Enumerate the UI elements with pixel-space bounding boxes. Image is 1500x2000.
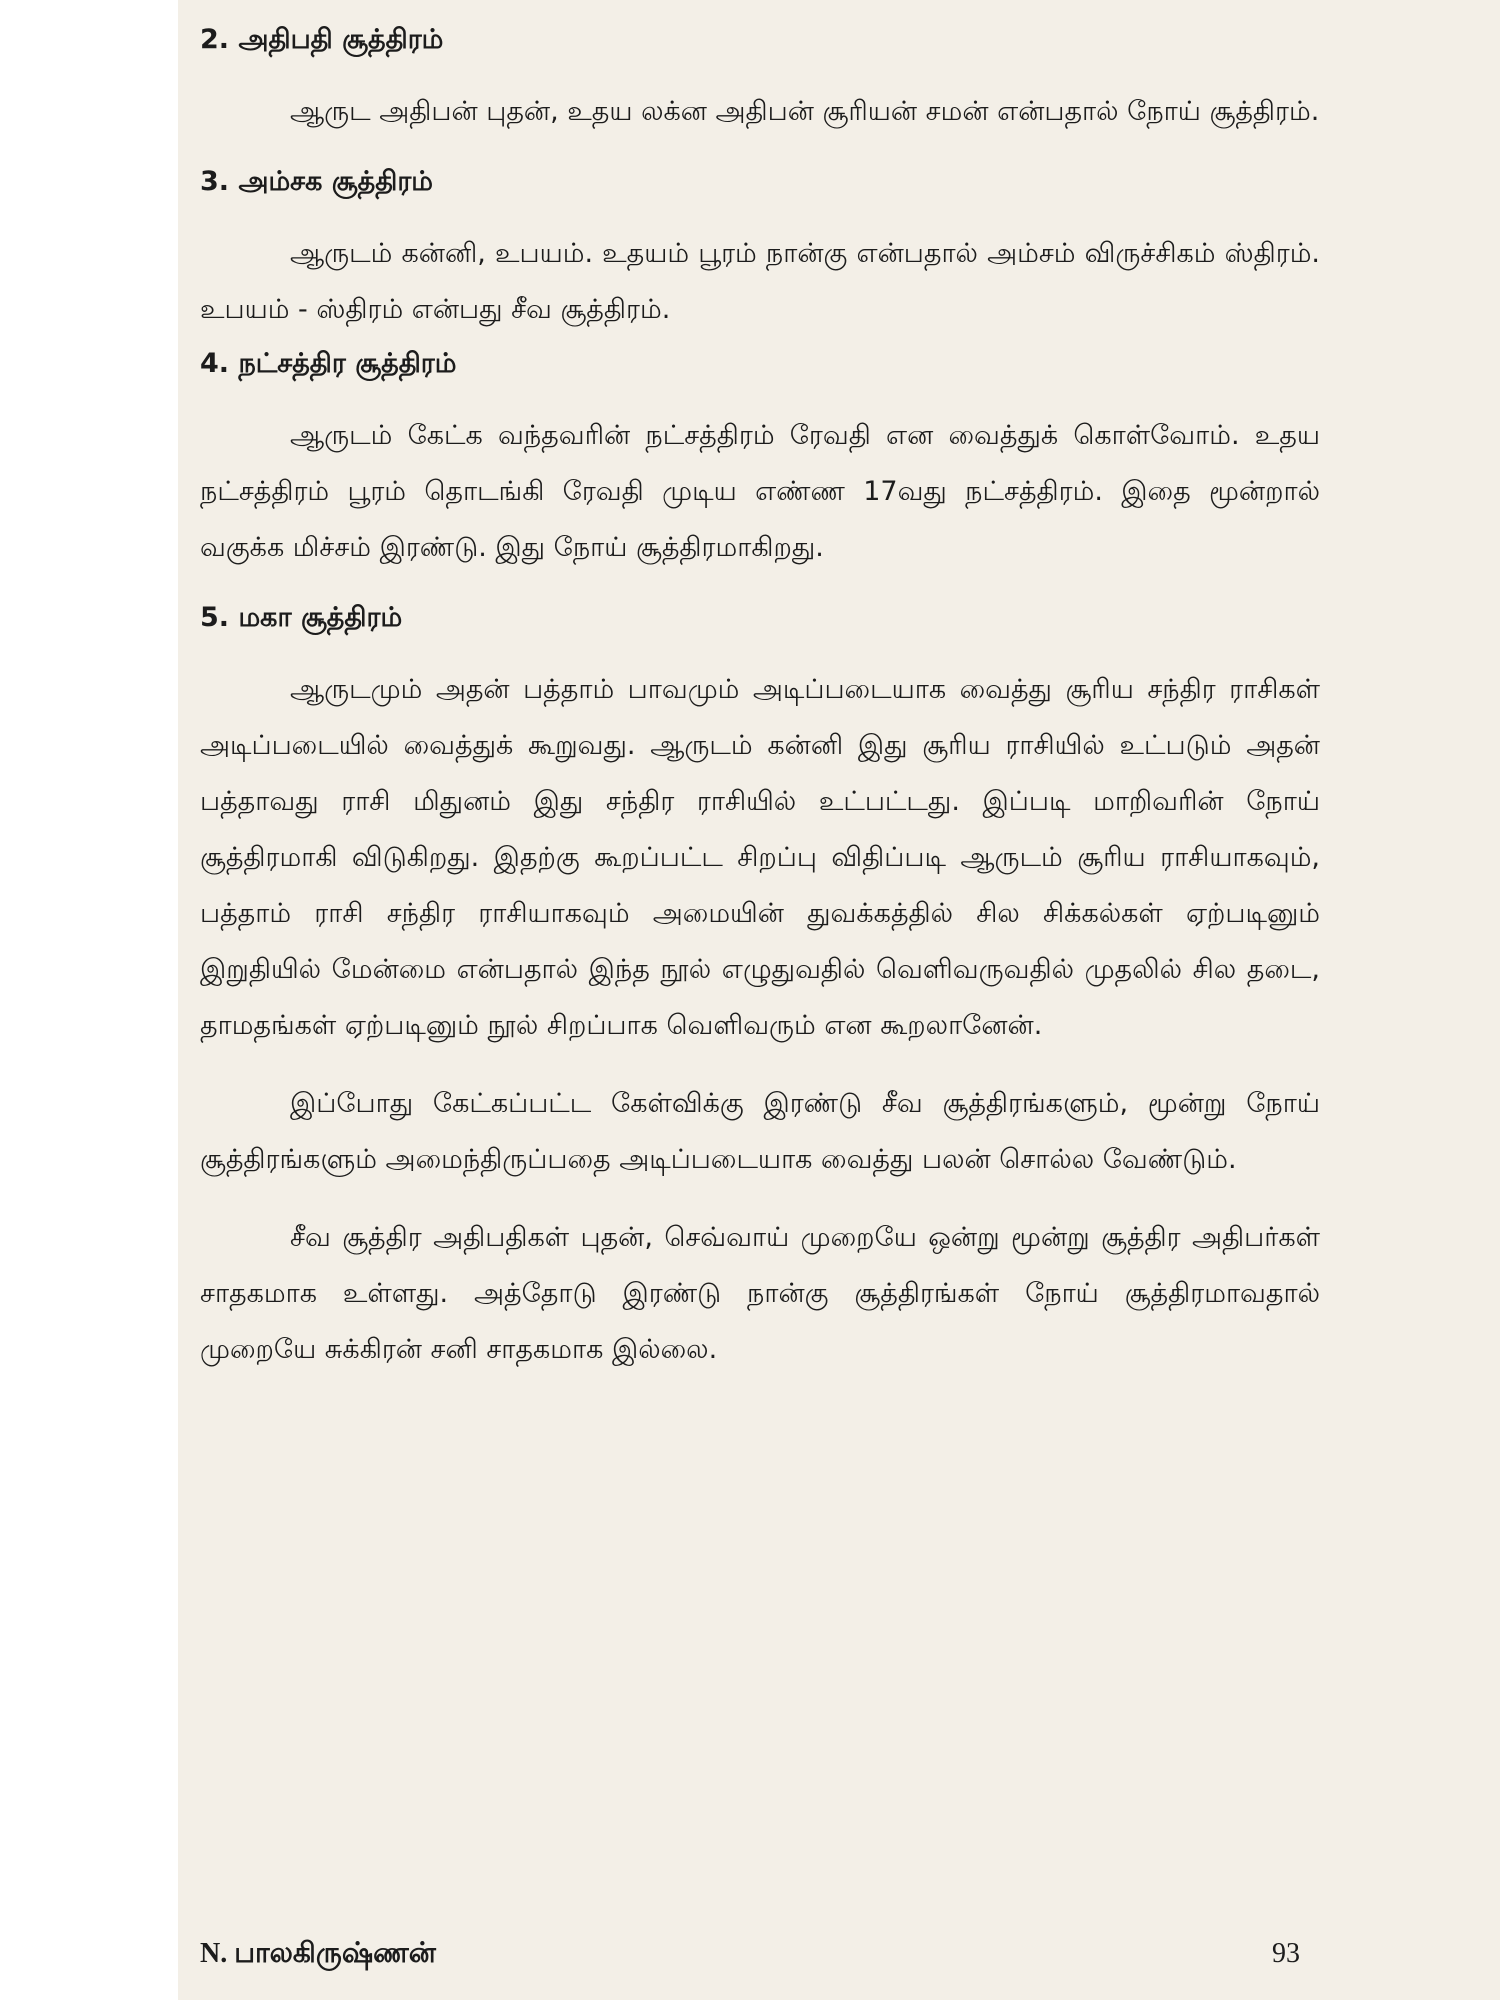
author-name: N. பாலகிருஷ்ணன் [200, 1938, 436, 1969]
paragraph: ஆருடம் கன்னி, உபயம். உதயம் பூரம் நான்கு என்பதால் அம்சம் விருச்சிகம் ஸ்திரம். உபயம் - ஸ்திரம் என்பது சீவ சூத்திரம். [200, 238, 1320, 325]
section-maha-suthiram [200, 598, 1320, 1378]
section-heading: 3. அம்சக சூத்திரம் [200, 166, 434, 197]
paragraph: இப்போது கேட்கப்பட்ட கேள்விக்கு இரண்டு சீவ சூத்திரங்களும், மூன்று நோய் சூத்திரங்களும் அமைந்திருப்பதை அடிப்படையாக வைத்து பலன் சொல்ல வேண்டும். [200, 1088, 1320, 1175]
paragraph: சீவ சூத்திர அதிபதிகள் புதன், செவ்வாய் முறையே ஒன்று மூன்று சூத்திர அதிபர்கள் சாதகமாக உள்ளது. அத்தோடு இரண்டு நான்கு சூத்திரங்கள் நோய் சூத்திரமாவதால் முறையே சுக்கிரன் சனி சாதகமாக இல்லை. [200, 1222, 1320, 1365]
paragraph: ஆருடமும் அதன் பத்தாம் பாவமும் அடிப்படையாக வைத்து சூரிய சந்திர ராசிகள் அடிப்படையில் வைத்துக் கூறுவது. ஆருடம் கன்னி இது சூரிய ராசியில் உட்படும் அதன் பத்தாவது ராசி மிதுனம் இது சந்திர ராசியில் உட்பட்டது. இப்படி மாறிவரின் நோய் சூத்திரமாகி விடுகிறது. இதற்கு கூறப்பட்ட சிறப்பு விதிப்படி ஆருடம் சூரிய ராசியாகவும், பத்தாம் ராசி சந்திர ராசியாகவும் அமையின் துவக்கத்தில் சில சிக்கல்கள் ஏற்படினும் இறுதியில் மேன்மை என்பதால் இந்த நூல் எழுதுவதில் வெளிவருவதில் முதலில் சில தடை, தாமதங்கள் ஏற்படினும் நூல் சிறப்பாக வெளிவரும் என கூறலானேன். [200, 674, 1321, 1041]
section-adhipathi-suthiram [200, 20, 1320, 140]
section-heading: 4. நட்சத்திர சூத்திரம் [200, 348, 457, 379]
section-natchathira-suthiram [200, 344, 1320, 576]
section-heading: 2. அதிபதி சூத்திரம் [200, 24, 444, 55]
page-footer [200, 1938, 1320, 1978]
section-heading: 5. மகா சூத்திரம் [200, 602, 403, 633]
scan-margin [0, 0, 178, 2000]
paragraph: ஆருடம் கேட்க வந்தவரின் நட்சத்திரம் ரேவதி என வைத்துக் கொள்வோம். உதய நட்சத்திரம் பூரம் தொடங்கி ரேவதி முடிய எண்ண 17வது நட்சத்திரம். இதை மூன்றால் வகுக்க மிச்சம் இரண்டு. இது நோய் சூத்திரமாகிறது. [200, 420, 1320, 563]
page-number: 93 [1272, 1938, 1300, 1969]
section-amsaka-suthiram [200, 162, 1320, 338]
page-content [200, 20, 1320, 1400]
paragraph: ஆருட அதிபன் புதன், உதய லக்ன அதிபன் சூரியன் சமன் என்பதால் நோய் சூத்திரம். [290, 96, 1320, 127]
